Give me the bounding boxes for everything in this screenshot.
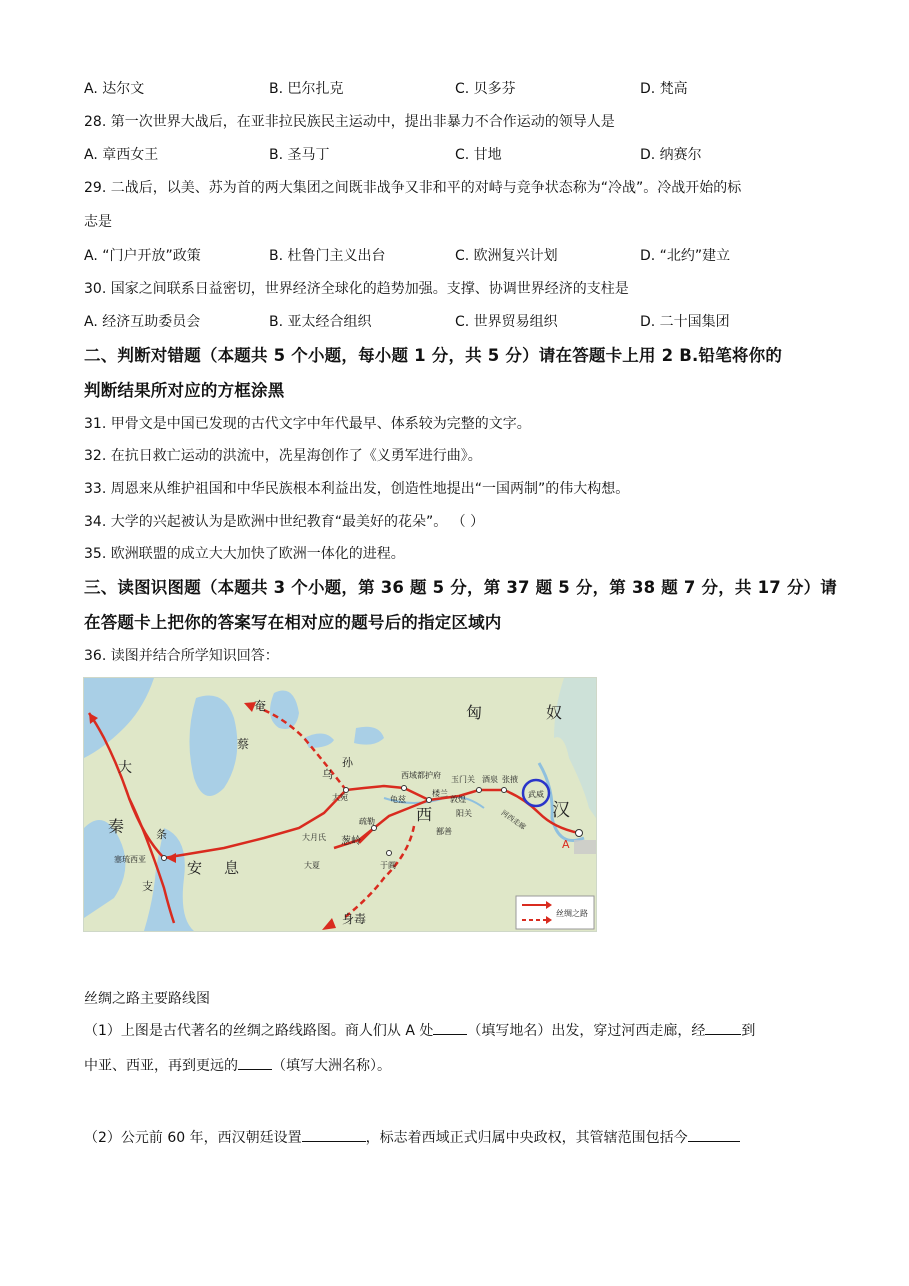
q29-option-c: C. 欧洲复兴计划 xyxy=(455,248,558,264)
q35-text: 35. 欧洲联盟的成立大大加快了欧洲一体化的进程。 xyxy=(84,546,405,562)
city-dawan xyxy=(344,788,349,793)
label-xiyu-duhufu: 西域都护府 xyxy=(401,771,441,780)
label-cai: 蔡 xyxy=(237,737,250,751)
q27-option-a: A. 达尔文 xyxy=(84,81,145,97)
label-shendu: 身毒 xyxy=(342,912,367,926)
q27-option-d: D. 梵高 xyxy=(640,81,688,97)
q36-sub1-line2 xyxy=(84,1055,391,1075)
map-caption: 丝绸之路主要路线图 xyxy=(84,991,210,1007)
label-daxia: 大夏 xyxy=(304,861,320,870)
label-seleucia: 塞琉西亚 xyxy=(114,855,146,864)
label-shule: 疏勒 xyxy=(359,817,375,826)
q30-option-c: C. 世界贸易组织 xyxy=(455,314,558,330)
q30-options xyxy=(84,311,844,333)
silk-road-map xyxy=(83,677,597,932)
label-anxi-1: 安 xyxy=(187,859,203,877)
q36-blank-region[interactable] xyxy=(688,1127,740,1142)
label-xiongnu-1: 匈 xyxy=(466,703,483,722)
q36-blank-institution[interactable] xyxy=(302,1127,366,1142)
label-han: 汉 xyxy=(552,800,570,821)
label-da: 大 xyxy=(118,760,132,776)
label-wuwei: 武威 xyxy=(528,790,544,799)
q36-stem: 36. 读图并结合所学知识回答： xyxy=(84,648,279,664)
q31-text: 31. 甲骨文是中国已发现的古代文字中年代最早、体系较为完整的文字。 xyxy=(84,416,531,432)
label-zhangye: 张掖 xyxy=(502,775,518,784)
label-tiao: 条 xyxy=(156,828,167,841)
section3-heading-line1: 三、读图识图题（本题共 3 个小题，第 36 题 5 分，第 37 题 5 分，第 38 题 7 分，共 17 分）请 xyxy=(84,578,837,597)
q36-sub1-text-c: 到 xyxy=(741,1023,756,1039)
label-xiongnu-2: 奴 xyxy=(546,703,563,722)
q36-sub2-line xyxy=(84,1127,740,1147)
q28-option-a: A. 章西女王 xyxy=(84,147,159,163)
map-legend xyxy=(516,896,594,929)
q29-option-d: D. “北约”建立 xyxy=(640,248,731,264)
city-yutian xyxy=(387,851,392,856)
label-jiuquan: 酒泉 xyxy=(482,775,498,784)
city-yumen xyxy=(477,788,482,793)
city-shule xyxy=(372,826,377,831)
label-xi: 西 xyxy=(416,805,433,824)
section3-heading-line2: 在答题卡上把你的答案写在相对应的题号后的指定区域内 xyxy=(84,613,502,632)
label-qiuci: 龟兹 xyxy=(390,795,406,804)
label-wu: 乌 xyxy=(322,768,333,781)
q36-sub2-text-b: ，标志着西域正式归属中央政权，其管辖范围包括今 xyxy=(365,1130,688,1146)
q28-option-c: C. 甘地 xyxy=(455,147,502,163)
section2-heading-line2: 判断结果所对应的方框涂黑 xyxy=(84,381,285,400)
q27-options xyxy=(84,78,844,100)
q36-sub1-line1 xyxy=(84,1020,755,1040)
q27-option-b: B. 巴尔扎克 xyxy=(269,81,344,97)
q29-stem-line2: 志是 xyxy=(84,214,112,230)
city-loulan xyxy=(427,798,432,803)
q29-stem-line1: 29. 二战后，以美、苏为首的两大集团之间既非战争又非和平的对峙与竞争状态称为“冷战”。冷战开始的标 xyxy=(84,180,742,196)
q30-stem: 30. 国家之间联系日益密切，世界经济全球化的趋势加强。支撑、协调世界经济的支柱是 xyxy=(84,281,629,297)
label-zhi: 支 xyxy=(142,880,153,893)
q30-option-b: B. 亚太经合组织 xyxy=(269,314,372,330)
q30-option-a: A. 经济互助委员会 xyxy=(84,314,201,330)
q29-option-a: A. “门户开放”政策 xyxy=(84,248,201,264)
q36-blank-route[interactable] xyxy=(705,1020,741,1035)
label-dawan: 大宛 xyxy=(332,793,348,802)
q30-option-d: D. 二十国集团 xyxy=(640,314,730,330)
q33-text: 33. 周恩来从维护祖国和中华民族根本利益出发，创造性地提出“一国两制”的伟大构想。 xyxy=(84,481,630,497)
q29-option-b: B. 杜鲁门主义出台 xyxy=(269,248,386,264)
city-a xyxy=(576,830,583,837)
q29-options xyxy=(84,245,844,267)
city-qiuci xyxy=(402,786,407,791)
q36-sub2-text-a: （2）公元前 60 年，西汉朝廷设置 xyxy=(84,1130,302,1146)
q32-text: 32. 在抗日救亡运动的洪流中，冼星海创作了《义勇军进行曲》。 xyxy=(84,448,482,464)
label-hexi-corridor: 河西走廊 xyxy=(499,808,528,832)
blurred-mark xyxy=(574,840,596,854)
label-yutian: 于阗 xyxy=(380,861,396,870)
label-yan: 奄 xyxy=(254,699,267,713)
label-dunhuang: 敦煌 xyxy=(450,795,466,804)
q36-blank-continent[interactable] xyxy=(238,1055,272,1070)
label-yangguan: 阳关 xyxy=(456,809,472,818)
q28-options xyxy=(84,144,844,166)
q36-blank-place[interactable] xyxy=(433,1020,467,1035)
city-seleucia xyxy=(162,856,167,861)
legend-label: 丝绸之路 xyxy=(556,909,588,918)
city-jiuquan xyxy=(502,788,507,793)
label-loulan: 楼兰 xyxy=(432,789,448,798)
q28-option-d: D. 纳赛尔 xyxy=(640,147,702,163)
q36-sub1-text-a: （1）上图是古代著名的丝绸之路线路图。商人们从 A 处 xyxy=(84,1023,434,1039)
q28-stem: 28. 第一次世界大战后，在亚非拉民族民主运动中，提出非暴力不合作运动的领导人是 xyxy=(84,114,615,130)
q36-sub1-text-b: （填写地名）出发，穿过河西走廊，经 xyxy=(467,1023,706,1039)
q28-option-b: B. 圣马丁 xyxy=(269,147,330,163)
label-yumen: 玉门关 xyxy=(451,775,475,784)
q36-sub1-line2-text-b: （填写大洲名称）。 xyxy=(272,1058,391,1074)
label-sun: 孙 xyxy=(342,756,353,769)
label-a: A xyxy=(562,838,570,851)
label-congling: 葱岭 xyxy=(341,836,361,847)
label-qin: 秦 xyxy=(108,817,125,836)
q36-sub1-line2-text-a: 中亚、西亚，再到更远的 xyxy=(84,1058,238,1074)
label-dayuezhi: 大月氏 xyxy=(302,833,326,842)
label-shanshan: 鄯善 xyxy=(436,827,452,836)
label-anxi-2: 息 xyxy=(224,859,240,877)
section2-heading-line1: 二、判断对错题（本题共 5 个小题，每小题 1 分，共 5 分）请在答题卡上用 2 B.铅笔将你的 xyxy=(84,346,783,365)
q34-text: 34. 大学的兴起被认为是欧洲中世纪教育“最美好的花朵”。 （ ） xyxy=(84,514,485,530)
q27-option-c: C. 贝多芬 xyxy=(455,81,516,97)
